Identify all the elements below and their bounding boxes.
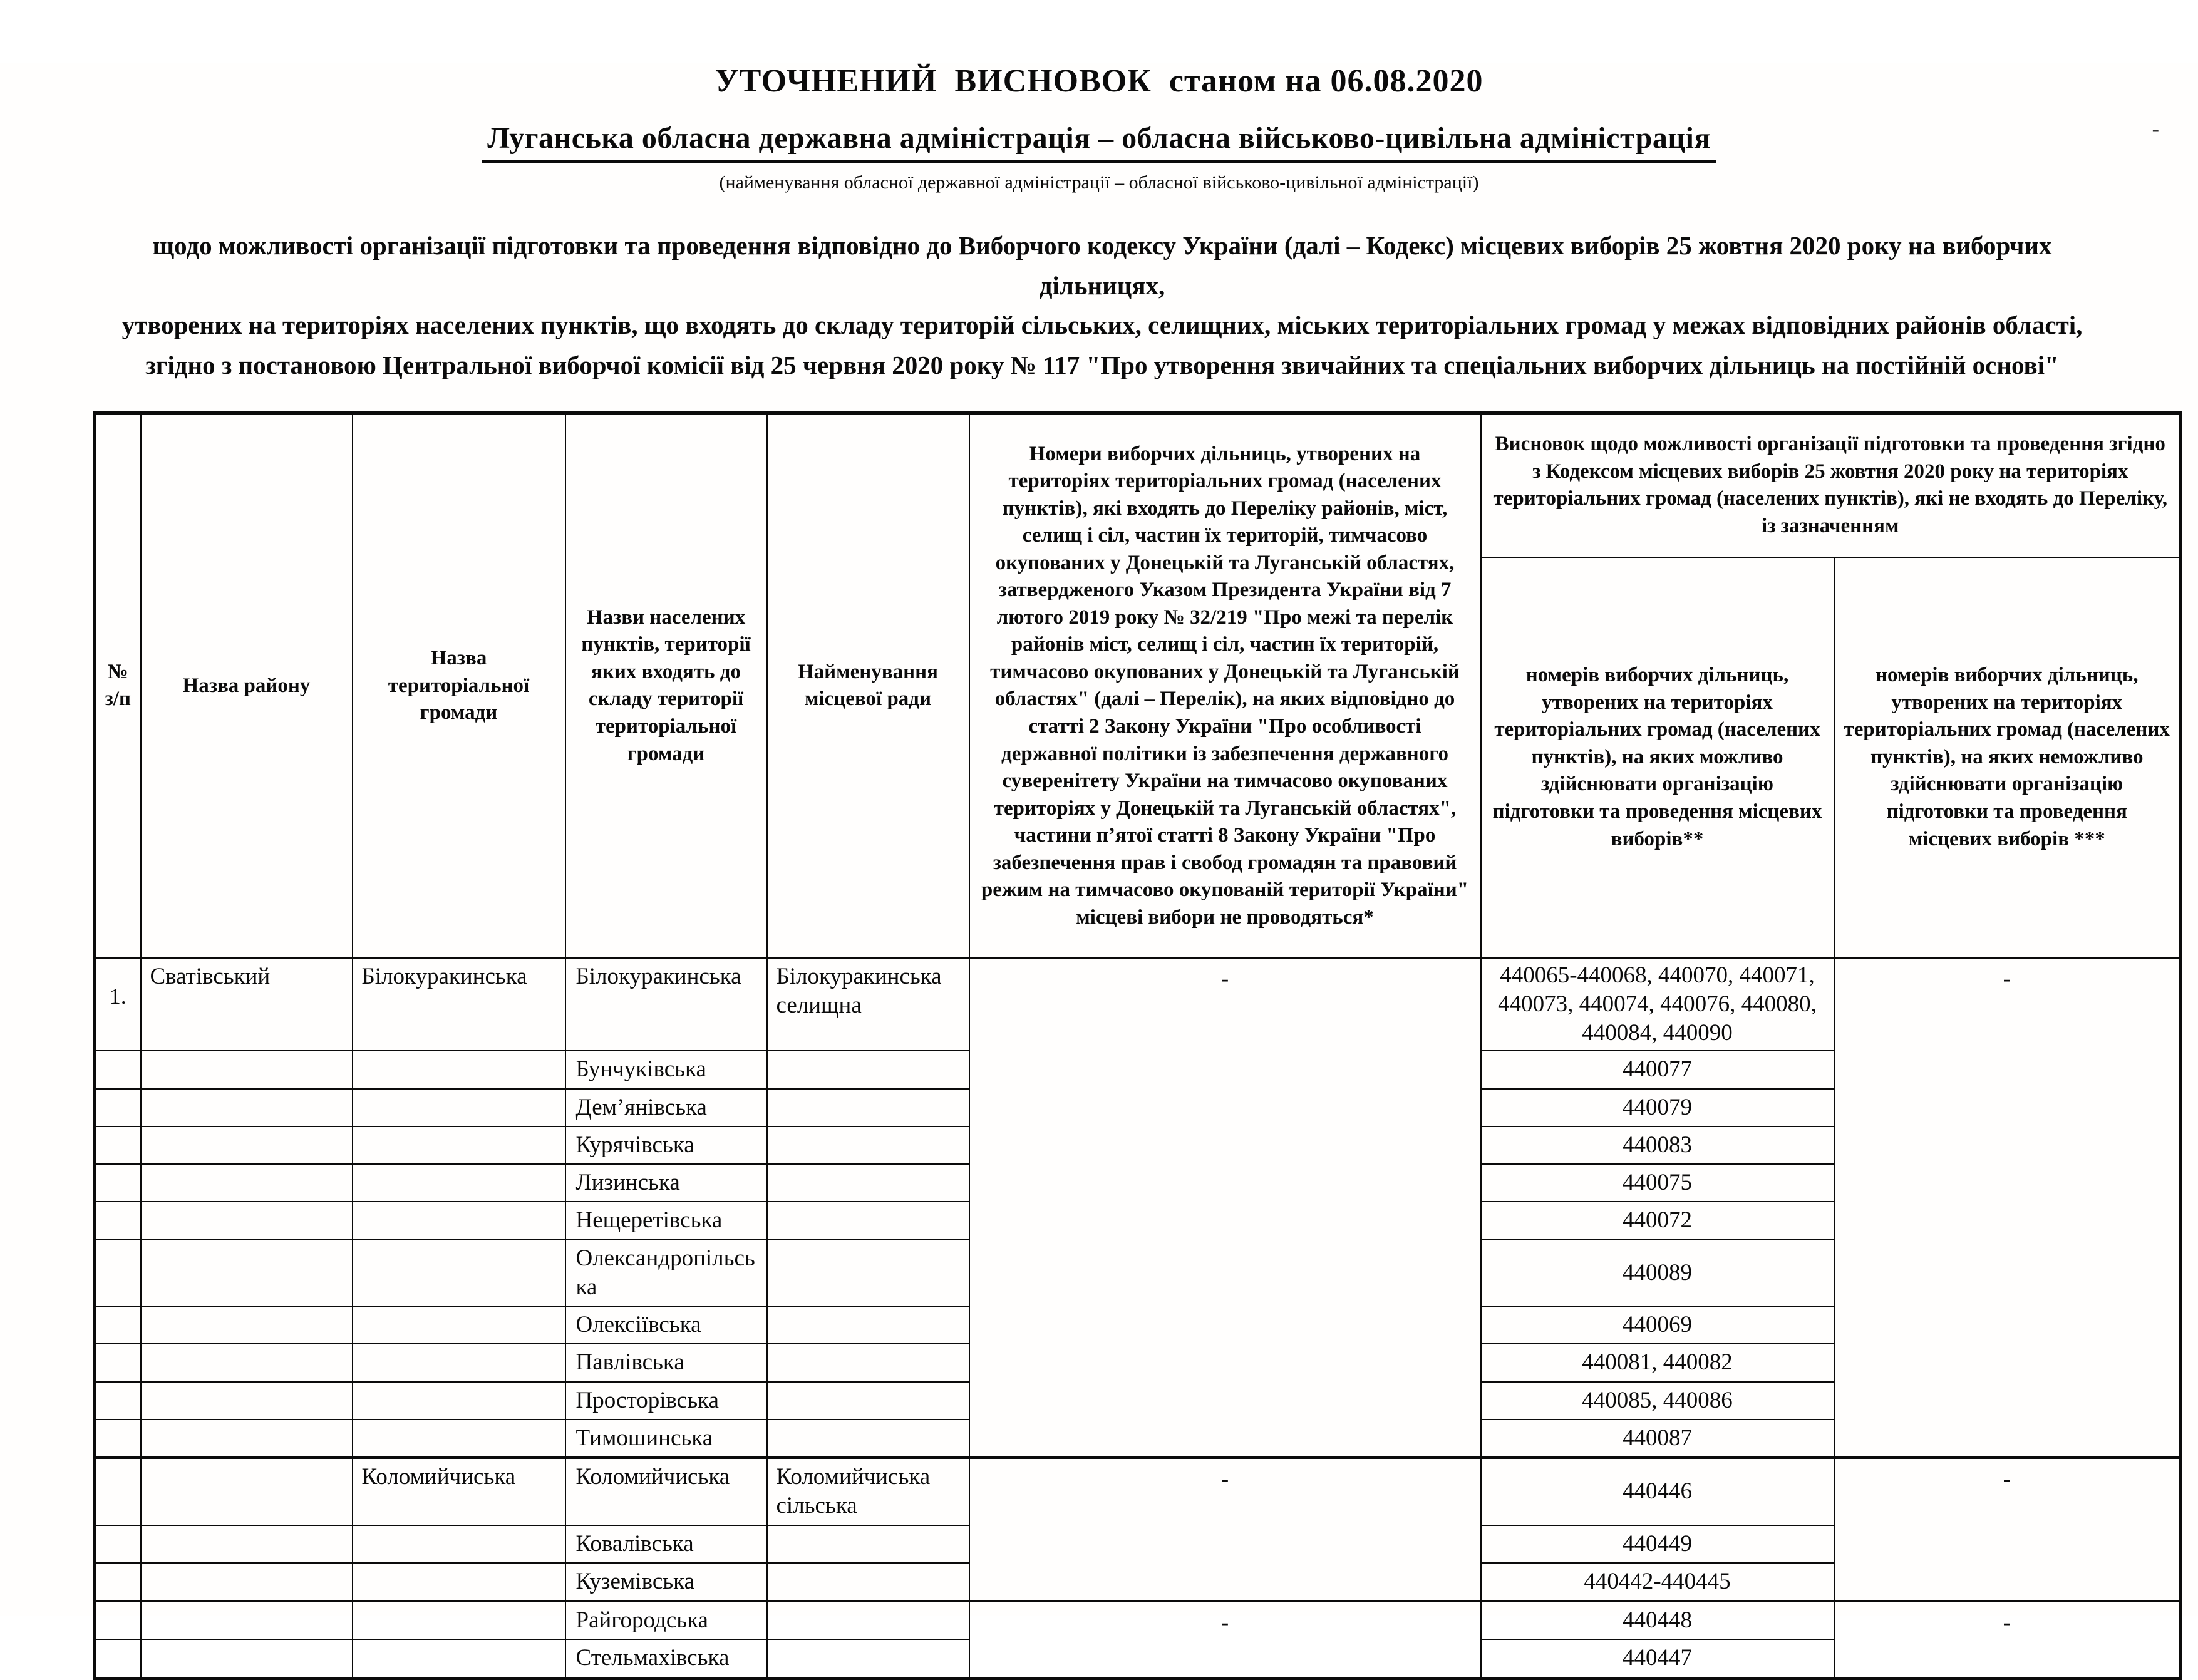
row-number-cell <box>95 1639 141 1678</box>
rayon-cell <box>141 1601 353 1639</box>
hromada-cell <box>353 1563 565 1601</box>
rada-cell <box>767 1126 969 1164</box>
settlement-cell: Лизинська <box>565 1164 767 1202</box>
rada-cell: Білокуракинська селищна <box>767 958 969 1051</box>
precincts-table <box>93 411 2182 1680</box>
no-elections-cell: - <box>969 958 1481 1458</box>
precincts-possible-cell: 440065-440068, 440070, 440071, 440073, 440074, 440076, 440080, 440084, 440090 <box>1481 958 1834 1051</box>
hromada-cell <box>353 1639 565 1678</box>
settlement-cell: Олексіївська <box>565 1306 767 1344</box>
settlement-cell: Нещеретівська <box>565 1202 767 1239</box>
settlement-cell: Райгородська <box>565 1601 767 1639</box>
settlement-cell: Білокуракинська <box>565 958 767 1051</box>
precincts-possible-cell: 440449 <box>1481 1525 1834 1563</box>
rada-cell <box>767 1382 969 1420</box>
settlement-cell: Олександропільська <box>565 1240 767 1307</box>
rayon-cell <box>141 1306 353 1344</box>
settlement-cell: Ковалівська <box>565 1525 767 1563</box>
precincts-possible-cell: 440077 <box>1481 1051 1834 1088</box>
row-number-cell <box>95 1164 141 1202</box>
precincts-possible-cell: 440085, 440086 <box>1481 1382 1834 1420</box>
row-number-cell <box>95 1458 141 1525</box>
rayon-cell <box>141 1051 353 1088</box>
rada-cell <box>767 1420 969 1458</box>
rada-cell <box>767 1639 969 1678</box>
settlement-cell: Коломийчиська <box>565 1458 767 1525</box>
header-no-elections: Номери виборчих дільниць, утворених на територіях територіальних громад (населених пунктів), які входять до Переліку районів, міст, селищ і сіл, частин їх територій, тимчасово окупованих у Донецькій та Луганській областях, затвердженого Указом Президента України від 7 лютого 2019 року № 32/219 "Про межі та перелік районів міст, селищ і сіл, частин їх територій, тимчасово окупованих у Донецькій та Луганській областях" (далі – Перелік), на яких відповідно до статті 2 Закону України "Про особливості державної політики із забезпечення державного суверенітету України на тимчасово окупованих територіях у Донецькій та Луганській областях", частини п’ятої статті 8 Закону України "Про забезпечення прав і свобод громадян та правовий режим на тимчасово окупованій території України" місцеві вибори не проводяться* <box>969 413 1481 958</box>
row-number-cell <box>95 1344 141 1381</box>
precincts-possible-cell: 440079 <box>1481 1089 1834 1126</box>
header-possible: номерів виборчих дільниць, утворених на територіях територіальних громад (населених пунктів), на яких можливо здійснювати організацію підготовки та проведення місцевих виборів** <box>1481 557 1834 958</box>
row-number-cell <box>95 1382 141 1420</box>
hromada-cell <box>353 1126 565 1164</box>
rada-cell <box>767 1525 969 1563</box>
header-hromada: Назва територіальної громади <box>353 413 565 958</box>
page-subtitle-wrap <box>0 121 2198 163</box>
rayon-cell <box>141 1240 353 1307</box>
hromada-cell <box>353 1344 565 1381</box>
settlement-cell: Стельмахівська <box>565 1639 767 1678</box>
rayon-cell <box>141 1344 353 1381</box>
row-number-cell <box>95 1240 141 1307</box>
rayon-cell <box>141 1126 353 1164</box>
intro-line: утворених на територіях населених пунктів, що входять до складу територій сільських, селищних, міських територіальних громад у межах відповідних районів області, <box>121 311 2083 340</box>
precincts-possible-cell: 440069 <box>1481 1306 1834 1344</box>
row-number-cell <box>95 1601 141 1639</box>
header-conclusion-group: Висновок щодо можливості організації підготовки та проведення згідно з Кодексом місцевих виборів 25 жовтня 2020 року на територіях територіальних громад (населених пунктів), які не входять до Переліку, із зазначенням <box>1481 413 2181 557</box>
row-number-cell <box>95 1202 141 1239</box>
rada-cell <box>767 1344 969 1381</box>
row-number-cell <box>95 1420 141 1458</box>
hromada-cell <box>353 1525 565 1563</box>
row-number-cell: 1. <box>95 958 141 1051</box>
precincts-possible-cell: 440083 <box>1481 1126 1834 1164</box>
hromada-cell <box>353 1202 565 1239</box>
rayon-cell <box>141 1563 353 1601</box>
hromada-cell <box>353 1382 565 1420</box>
table-header <box>95 413 2181 958</box>
row-number-cell <box>95 1089 141 1126</box>
table-body <box>95 958 2181 1679</box>
table-row <box>95 1458 2181 1525</box>
intro-line: щодо можливості організації підготовки та проведення відповідно до Виборчого кодексу України (далі – Кодекс) місцевих виборів 25 жовтня 2020 року на виборчих дільницях, <box>152 231 2052 300</box>
rayon-cell <box>141 1382 353 1420</box>
header-rada: Найменування місцевої ради <box>767 413 969 958</box>
precincts-impossible-cell: - <box>1834 1458 2181 1601</box>
rada-cell <box>767 1240 969 1307</box>
precincts-possible-cell: 440072 <box>1481 1202 1834 1239</box>
header-impossible: номерів виборчих дільниць, утворених на територіях територіальних громад (населених пунктів), на яких неможливо здійснювати організацію підготовки та проведення місцевих виборів *** <box>1834 557 2181 958</box>
rada-cell <box>767 1563 969 1601</box>
table-row <box>95 958 2181 1051</box>
header-num: № з/п <box>95 413 141 958</box>
page-title: УТОЧНЕНИЙ ВИСНОВОК станом на 06.08.2020 <box>715 63 1483 99</box>
rayon-cell <box>141 1525 353 1563</box>
header-row-1 <box>95 413 2181 557</box>
hromada-cell: Коломийчиська <box>353 1458 565 1525</box>
rada-cell <box>767 1306 969 1344</box>
hromada-cell <box>353 1051 565 1088</box>
rada-cell <box>767 1202 969 1239</box>
table-row <box>95 1601 2181 1639</box>
rayon-cell <box>141 1458 353 1525</box>
hromada-cell <box>353 1306 565 1344</box>
hromada-cell <box>353 1601 565 1639</box>
precincts-possible-cell: 440075 <box>1481 1164 1834 1202</box>
settlement-cell: Тимошинська <box>565 1420 767 1458</box>
hromada-cell <box>353 1420 565 1458</box>
row-number-cell <box>95 1306 141 1344</box>
intro-paragraph <box>100 226 2104 385</box>
precincts-possible-cell: 440442-440445 <box>1481 1563 1834 1601</box>
no-elections-cell: - <box>969 1458 1481 1601</box>
rayon-cell <box>141 1202 353 1239</box>
precincts-possible-cell: 440089 <box>1481 1240 1834 1307</box>
rada-cell <box>767 1089 969 1126</box>
settlement-cell: Просторівська <box>565 1382 767 1420</box>
rada-cell <box>767 1051 969 1088</box>
hromada-cell: Білокуракинська <box>353 958 565 1051</box>
precincts-possible-cell: 440446 <box>1481 1458 1834 1525</box>
rayon-cell: Сватівський <box>141 958 353 1051</box>
precincts-possible-cell: 440447 <box>1481 1639 1834 1678</box>
rayon-cell <box>141 1639 353 1678</box>
page-subtitle: Луганська обласна державна адміністрація – обласна військово-цивільна адміністрація <box>482 121 1716 163</box>
settlement-cell: Павлівська <box>565 1344 767 1381</box>
row-number-cell <box>95 1525 141 1563</box>
settlement-cell: Бунчуківська <box>565 1051 767 1088</box>
settlement-cell: Дем’янівська <box>565 1089 767 1126</box>
precincts-impossible-cell: - <box>1834 1601 2181 1678</box>
header-settlements: Назви населених пунктів, території яких входять до складу території територіальної громади <box>565 413 767 958</box>
document-page <box>0 63 2198 1671</box>
rayon-cell <box>141 1164 353 1202</box>
precincts-possible-cell: 440081, 440082 <box>1481 1344 1834 1381</box>
header-rayon: Назва району <box>141 413 353 958</box>
precincts-possible-cell: 440087 <box>1481 1420 1834 1458</box>
intro-line: згідно з постановою Центральної виборчої комісії від 25 червня 2020 року № 117 "Про утворення звичайних та спеціальних виборчих дільниць на постійній основі" <box>145 350 2059 379</box>
row-number-cell <box>95 1126 141 1164</box>
rada-cell <box>767 1601 969 1639</box>
subtitle-note: (найменування обласної державної адміністрації – обласної військово-цивільної адміністрації) <box>719 172 1479 193</box>
rayon-cell <box>141 1420 353 1458</box>
hromada-cell <box>353 1164 565 1202</box>
no-elections-cell: - <box>969 1601 1481 1678</box>
precincts-impossible-cell: - <box>1834 958 2181 1458</box>
settlement-cell: Курячівська <box>565 1126 767 1164</box>
settlement-cell: Куземівська <box>565 1563 767 1601</box>
rada-cell: Коломийчиська сільська <box>767 1458 969 1525</box>
row-number-cell <box>95 1563 141 1601</box>
row-number-cell <box>95 1051 141 1088</box>
hromada-cell <box>353 1089 565 1126</box>
rayon-cell <box>141 1089 353 1126</box>
scan-corner-mark: - <box>2152 118 2159 141</box>
precincts-possible-cell: 440448 <box>1481 1601 1834 1639</box>
rada-cell <box>767 1164 969 1202</box>
hromada-cell <box>353 1240 565 1307</box>
